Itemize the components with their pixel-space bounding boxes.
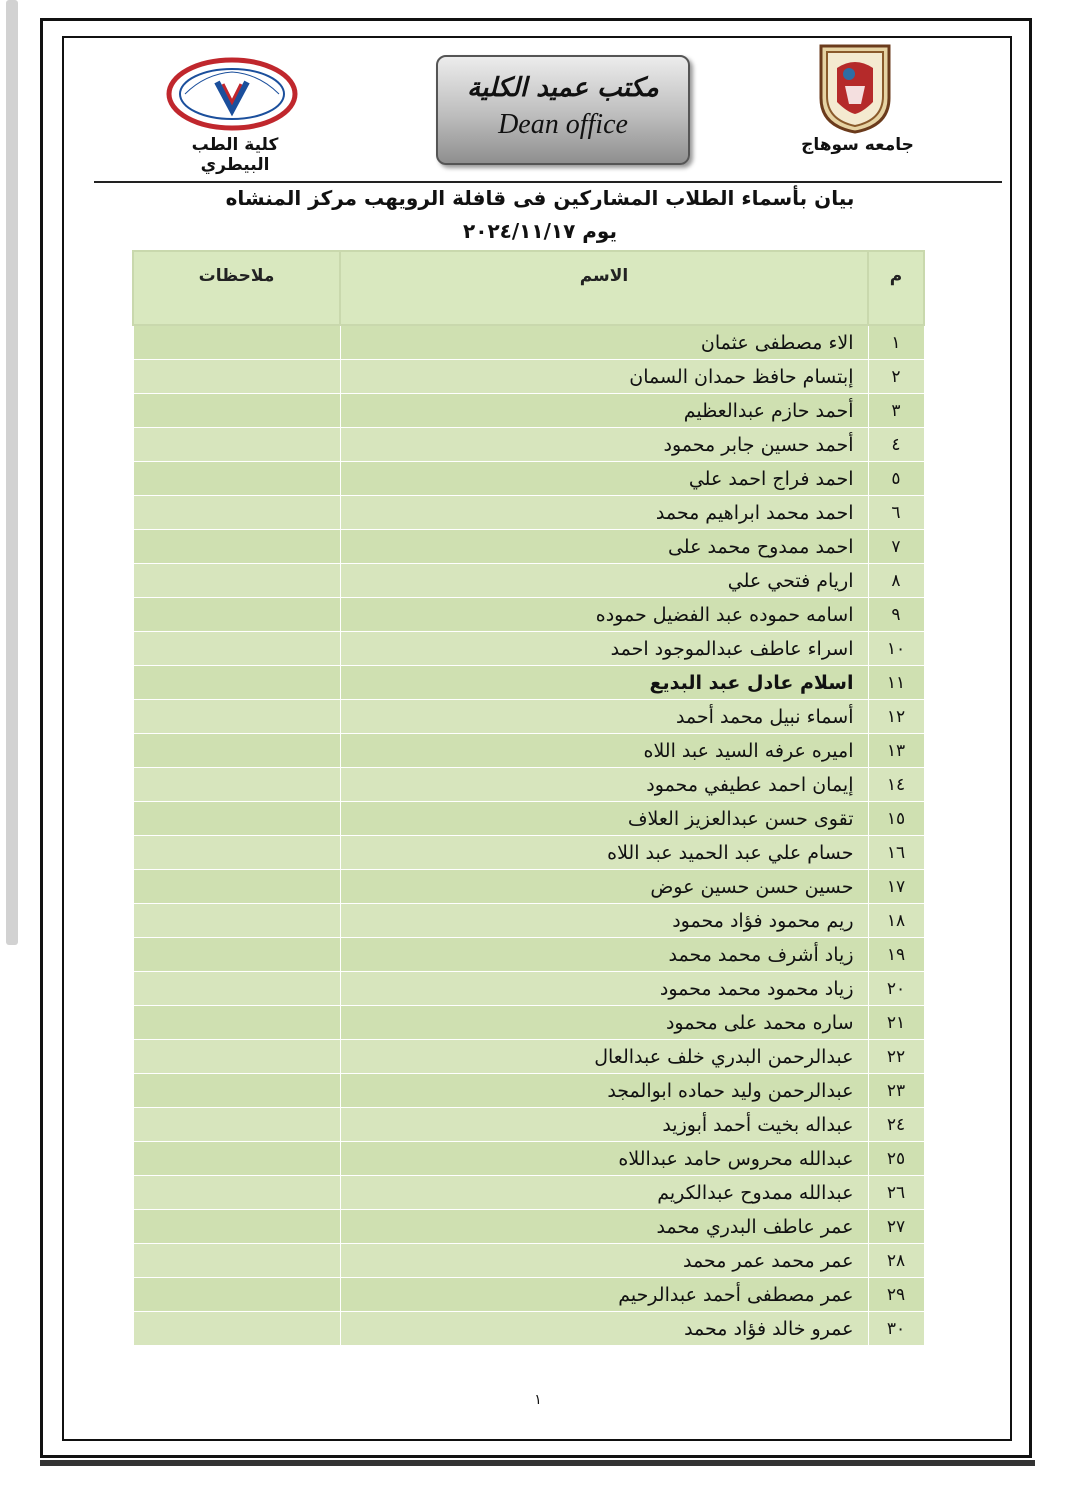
student-name: عبداله بخيت أحمد أبوزيد [340, 1108, 868, 1142]
row-notes [133, 530, 340, 564]
row-number: ٢٥ [868, 1142, 924, 1176]
table-row [133, 1176, 924, 1210]
table-row [133, 836, 924, 870]
students-table [132, 250, 925, 1346]
row-number: ٨ [868, 564, 924, 598]
row-number: ٩ [868, 598, 924, 632]
row-notes [133, 938, 340, 972]
student-name: اريام فتحي علي [340, 564, 868, 598]
row-notes [133, 1074, 340, 1108]
student-name: ريم محمود فؤاد محمود [340, 904, 868, 938]
row-number: ١٠ [868, 632, 924, 666]
student-name: إبتسام حافظ حمدان السمان [340, 360, 868, 394]
row-notes [133, 802, 340, 836]
student-name: تقوى حسن عبدالعزيز العلاف [340, 802, 868, 836]
row-number: ١٢ [868, 700, 924, 734]
table-row [133, 530, 924, 564]
student-name: اميره عرفه السيد عبد اللاه [340, 734, 868, 768]
row-notes [133, 1278, 340, 1312]
student-name: إيمان احمد عطيفي محمود [340, 768, 868, 802]
student-name: عبدالله ممدوح عبدالكريم [340, 1176, 868, 1210]
row-number: ١٣ [868, 734, 924, 768]
table-row [133, 904, 924, 938]
student-name: ساره محمد على محمود [340, 1006, 868, 1040]
table-row [133, 1074, 924, 1108]
table-row [133, 1312, 924, 1346]
row-number: ١٦ [868, 836, 924, 870]
table-row [133, 1278, 924, 1312]
row-notes [133, 1108, 340, 1142]
table-row [133, 360, 924, 394]
row-notes [133, 972, 340, 1006]
row-number: ٥ [868, 462, 924, 496]
row-number: ٢٣ [868, 1074, 924, 1108]
table-row [133, 394, 924, 428]
table-row [133, 598, 924, 632]
row-number: ٣ [868, 394, 924, 428]
row-notes [133, 496, 340, 530]
student-name: عبدالرحمن وليد حماده ابوالمجد [340, 1074, 868, 1108]
table-row [133, 700, 924, 734]
document-date: يوم ٢٠٢٤/١١/١٧ [463, 219, 617, 243]
row-notes [133, 1244, 340, 1278]
student-name: حسين حسن حسين عوض [340, 870, 868, 904]
row-notes [133, 462, 340, 496]
header-divider [94, 181, 1002, 183]
row-notes [133, 598, 340, 632]
row-notes [133, 394, 340, 428]
row-notes [133, 870, 340, 904]
student-name: عمر عاطف البدري محمد [340, 1210, 868, 1244]
dean-office-box [436, 55, 690, 165]
table-row [133, 1006, 924, 1040]
row-number: ٢٩ [868, 1278, 924, 1312]
table-row [133, 938, 924, 972]
row-notes [133, 1176, 340, 1210]
table-row [133, 1210, 924, 1244]
row-notes [133, 1210, 340, 1244]
table-row [133, 564, 924, 598]
student-name: اسراء عاطف عبدالموجود احمد [340, 632, 868, 666]
table-row [133, 802, 924, 836]
student-name: عمرو خالد فؤاد محمد [340, 1312, 868, 1346]
scrollbar[interactable] [6, 0, 18, 945]
table-row [133, 734, 924, 768]
row-number: ٧ [868, 530, 924, 564]
header-name: الاسم [340, 251, 868, 325]
university-logo [815, 42, 895, 134]
dean-office-arabic: مكتب عميد الكلية [467, 73, 659, 103]
faculty-logo [165, 52, 300, 132]
student-name: عبدالله محروس حامد عبداللاه [340, 1142, 868, 1176]
table-row [133, 632, 924, 666]
table-row [133, 496, 924, 530]
row-number: ٢٠ [868, 972, 924, 1006]
row-notes [133, 360, 340, 394]
student-name: احمد محمد ابراهيم محمد [340, 496, 868, 530]
row-number: ١٨ [868, 904, 924, 938]
student-name: احمد فراج احمد علي [340, 462, 868, 496]
page-shadow [40, 1460, 1035, 1466]
row-notes [133, 700, 340, 734]
student-name: أحمد حسين جابر محمود [340, 428, 868, 462]
row-notes [133, 904, 340, 938]
row-notes [133, 325, 340, 360]
row-notes [133, 1312, 340, 1346]
row-notes [133, 768, 340, 802]
table-row [133, 1040, 924, 1074]
row-number: ٢ [868, 360, 924, 394]
header-number: م [868, 251, 924, 325]
page-number: ١ [534, 1392, 542, 1408]
row-notes [133, 1142, 340, 1176]
header-notes: ملاحظات [133, 251, 340, 325]
student-name: زياد محمود محمد محمود [340, 972, 868, 1006]
row-number: ١١ [868, 666, 924, 700]
document-title: بيان بأسماء الطلاب المشاركين فى قافلة الرويهب مركز المنشاه [225, 186, 855, 210]
row-number: ١٩ [868, 938, 924, 972]
table-row [133, 1244, 924, 1278]
student-name: اسلام عادل عبد البديع [340, 666, 868, 700]
student-name: أسماء نبيل محمد أحمد [340, 700, 868, 734]
student-name: زياد أشرف محمد محمد [340, 938, 868, 972]
dean-office-english: Dean office [498, 109, 628, 140]
row-number: ٦ [868, 496, 924, 530]
table-row [133, 325, 924, 360]
row-number: ٢١ [868, 1006, 924, 1040]
row-number: ١٤ [868, 768, 924, 802]
row-number: ١ [868, 325, 924, 360]
row-number: ٢٧ [868, 1210, 924, 1244]
row-number: ٢٦ [868, 1176, 924, 1210]
row-notes [133, 632, 340, 666]
row-notes [133, 666, 340, 700]
row-notes [133, 836, 340, 870]
table-row [133, 462, 924, 496]
table-row [133, 428, 924, 462]
faculty-name: كلية الطب البيطري [191, 135, 279, 175]
table-row [133, 1142, 924, 1176]
student-name: اسامه حموده عبد الفضيل حموده [340, 598, 868, 632]
table-row [133, 972, 924, 1006]
student-name: الاء مصطفى عثمان [340, 325, 868, 360]
table-row [133, 666, 924, 700]
row-notes [133, 1040, 340, 1074]
row-number: ٢٤ [868, 1108, 924, 1142]
row-number: ١٧ [868, 870, 924, 904]
table-row [133, 1108, 924, 1142]
row-notes [133, 428, 340, 462]
table-row [133, 870, 924, 904]
row-notes [133, 734, 340, 768]
university-name: جامعه سوهاج [801, 135, 914, 155]
table-header-row [133, 251, 924, 325]
row-notes [133, 1006, 340, 1040]
student-name: احمد ممدوح محمد على [340, 530, 868, 564]
student-name: حسام علي عبد الحميد عبد اللاه [340, 836, 868, 870]
student-name: عمر محمد عمر محمد [340, 1244, 868, 1278]
student-name: عبدالرحمن البدري خلف عبدالعال [340, 1040, 868, 1074]
student-name: عمر مصطفى أحمد عبدالرحيم [340, 1278, 868, 1312]
student-name: أحمد حازم عبدالعظيم [340, 394, 868, 428]
table-row [133, 768, 924, 802]
row-number: ٤ [868, 428, 924, 462]
row-number: ١٥ [868, 802, 924, 836]
row-number: ٣٠ [868, 1312, 924, 1346]
row-number: ٢٨ [868, 1244, 924, 1278]
row-number: ٢٢ [868, 1040, 924, 1074]
row-notes [133, 564, 340, 598]
